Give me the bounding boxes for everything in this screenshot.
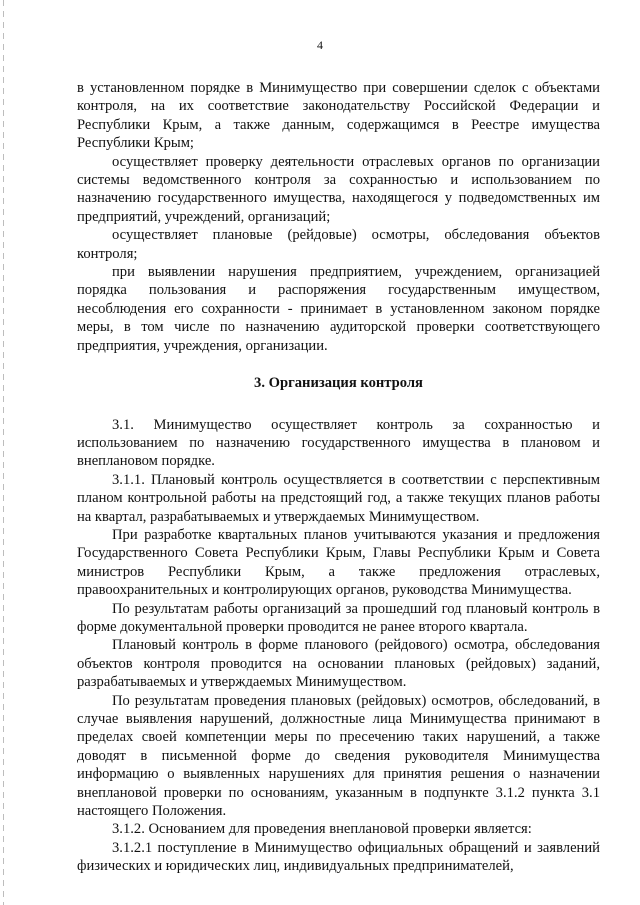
page-number: 4 [317, 38, 323, 52]
paragraph-annual-results: По результатам работы организаций за прошедший год плановый контроль в форме документальной проверки проводится не ранее второго квартала. [77, 600, 600, 635]
paragraph-inspection-results: По результатам проведения плановых (рейдовых) осмотров, обследований, в случае выявления нарушений, должностные лица Минимущества принимают в пределах своей компетенции меры по пресечению таких нарушений, а также доводят в письменной форме до сведения руководителя Минимущества информацию о выявленных нарушениях для принятия решения о назначении внеплановой проверки по основаниям, указанным в подпункте 3.1.2 пункта 3.1 настоящего Положения. [77, 692, 600, 820]
paragraph-3-1-2-1: 3.1.2.1 поступление в Минимущество официальных обращений и заявлений физических и юридических лиц, индивидуальных предпринимателей, [77, 839, 600, 875]
section-heading: 3. Организация контроля [254, 375, 423, 392]
paragraph-3-1-2: 3.1.2. Основанием для проведения внеплановой проверки является: [112, 821, 532, 838]
paragraph-violation-measures: при выявлении нарушения предприятием, учреждением, организацией порядка пользования и распоряжения государственным имуществом, несоблюдения его сохранности - принимает в установленном законом порядке меры, в том числе по назначению аудиторской проверки соответствующего предприятия, учреждения, организации. [77, 264, 600, 354]
paragraph-3-1: 3.1. Минимущество осуществляет контроль за сохранностью и использованием по назначению государственного имущества в плановом и внеплановом порядке. [77, 416, 600, 470]
paragraph-3-1-1: 3.1.1. Плановый контроль осуществляется в соответствии с перспективным планом контрольной работы на предстоящий год, а также текущих планов работы на квартал, разрабатываемых и утверждаемых Минимуществом. [77, 471, 600, 525]
paragraph-raid-inspections: осуществляет плановые (рейдовые) осмотры, обследования объектов контроля; [77, 227, 600, 262]
paragraph-continuation: в установленном порядке в Минимущество при совершении сделок с объектами контроля, на их соответствие законодательству Российской Федерации и Республики Крым, а также данным, содержащимся в Реестре имущества Республики Крым; [77, 80, 600, 152]
paragraph-quarterly-plans: При разработке квартальных планов учитываются указания и предложения Государственного Совета Республики Крым, Главы Республики Крым и Совета министров Республики Крым, а также предложения отраслевых, правоохранительных и контролирующих органов, руководства Минимущества. [77, 526, 600, 599]
scan-edge-artifact [3, 0, 4, 905]
paragraph-inspection-duty: осуществляет проверку деятельности отраслевых органов по организации системы ведомственного контроля за сохранностью и использованием по назначению государственного имущества, находящегося у подведомственных им предприятий, учреждений, организаций; [77, 153, 600, 225]
paragraph-planned-raid-control: Плановый контроль в форме планового (рейдового) осмотра, обследования объектов контроля проводится на основании плановых (рейдовых) заданий, разрабатываемых и утверждаемых Минимуществом. [77, 637, 600, 691]
document-body [77, 79, 600, 876]
